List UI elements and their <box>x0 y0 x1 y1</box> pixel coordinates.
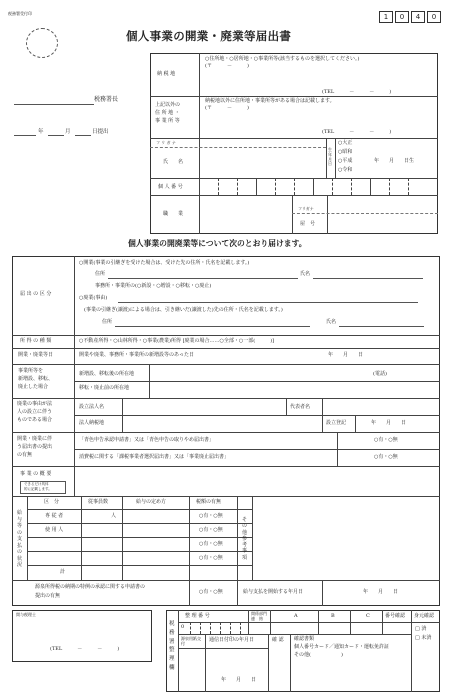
transfer-note: (事業の引継ぎ(譲渡)による場合は、引き継いだ(譲渡した)先の住所・氏名を記載します。) <box>84 307 283 313</box>
old-location-label: 移転・廃止前の所在地 <box>79 385 130 391</box>
submit-day-label: 日提出 <box>92 129 109 135</box>
accountant-box <box>12 610 152 662</box>
salary-start-date[interactable]: 年 月 日 <box>363 589 399 595</box>
form-digit: 0 <box>395 11 409 23</box>
form-digit: 4 <box>411 11 425 23</box>
closing-option[interactable]: ○廃業(事由) <box>79 295 108 301</box>
filing-label: の有無 <box>17 452 33 458</box>
salary-tax-yes-no[interactable]: ○有・○無 <box>199 513 223 519</box>
salary-header-pay-method: 給与の定め方 <box>136 499 167 505</box>
submit-month-label: 月 <box>65 129 71 135</box>
furigana-label: フ リ ガ ナ <box>156 140 176 145</box>
era-taisho[interactable]: ○大正 <box>338 140 353 146</box>
submit-year-label: 年 <box>38 129 44 135</box>
era-showa[interactable]: ○昭和 <box>338 149 353 155</box>
corp-setup-date[interactable]: 年 月 日 <box>371 420 407 426</box>
notice-heading: 個人事業の開廃業等について次のとおり届けます。 <box>128 239 307 248</box>
salary-header-category: 区 分 <box>44 499 60 505</box>
corp-label: 人の設立に伴う <box>17 409 53 415</box>
trade-name-label: 屋 号 <box>300 221 316 227</box>
accountant-label: 関与税理士 <box>16 612 36 617</box>
zero-mark: 0 <box>181 624 185 630</box>
new-location-tel: (電話) <box>373 371 387 377</box>
office-side-label: 税務署整理欄 <box>169 621 175 671</box>
other-address-postal: (〒 － ) <box>205 105 249 111</box>
col-c: C <box>366 613 370 619</box>
succession-name-label: 氏名 <box>300 271 311 277</box>
applicant-table <box>150 53 438 234</box>
salary-header-staff-count: 従事員数 <box>88 499 109 505</box>
tax-office-line[interactable] <box>14 104 94 105</box>
shorui-other[interactable]: その他( ) <box>294 652 343 658</box>
opening-option[interactable]: ○開業(事業の引継ぎを受けた場合は、受けた先の住所・氏名を記載します。) <box>79 260 250 266</box>
blue-return-yes-no[interactable]: ○有・○無 <box>374 437 398 443</box>
tax-office-suffix: 税務署長 <box>94 96 119 103</box>
nozeichi-postal: (〒 － ) <box>205 63 249 69</box>
kakunin-label: 確 認 <box>272 637 284 643</box>
succession-address-label: 住所 <box>95 271 106 277</box>
salary-tax-yes-no[interactable]: ○有・○無 <box>199 527 223 533</box>
tsushin-date[interactable]: 年 月 日 <box>221 677 257 683</box>
mimoto-label: 身元確認 <box>414 613 435 619</box>
bango-label: 番号確認 <box>385 613 406 619</box>
income-type-label: 所 得 の 種 類 <box>20 338 52 344</box>
open-close-date-field[interactable]: 年 月 日 <box>328 352 364 358</box>
submit-month-field[interactable] <box>48 135 64 136</box>
business-summary-label: 事 業 の 概 要 <box>20 471 52 477</box>
page-title: 個人事業の開業・廃業等届出書 <box>126 29 292 43</box>
salary-header-tax: 税額の有無 <box>196 499 222 505</box>
birth-date[interactable]: 年 月 日生 <box>374 158 415 164</box>
open-close-date-text: 開業や廃業、事務所・事業所の新増設等のあった日 <box>79 352 194 358</box>
salary-start-label: 給与支払を開始する年月日 <box>243 589 304 595</box>
blue-return-text: 「青色申告承認申請書」又は「青色申告の取りやめ届出書」 <box>79 437 215 443</box>
salary-person-unit: 人 <box>111 513 117 519</box>
col-b: B <box>331 613 335 619</box>
filing-label: 開業・廃業に伴 <box>17 436 53 442</box>
business-summary-note: できるだけ具体 <box>24 482 49 486</box>
other-reference-label: その他参考事項 <box>242 517 248 561</box>
corp-label: 廃業の事由が法 <box>17 401 53 407</box>
birth-label: 生年月日 <box>328 147 332 167</box>
submit-day-field[interactable] <box>75 135 91 136</box>
corp-label: ものである場合 <box>17 417 53 423</box>
trade-furigana-label: フリガナ <box>298 206 314 211</box>
corp-address-label: 法人納税地 <box>79 420 105 426</box>
special-payment-text: 提出の有無 <box>35 593 61 599</box>
transfer-address-label: 住所 <box>102 319 113 325</box>
col-a: A <box>294 613 298 619</box>
income-type-options[interactable]: ○不動産所得・○山林所得・○事業(農業)所得 [廃業の場合……○全部・○一部( )] <box>79 338 275 344</box>
era-heisei[interactable]: ○平成 <box>338 158 353 164</box>
special-payment-text: 源泉所得税の納期の特例の承認に関する申請書の <box>35 584 146 590</box>
shukei-label: 源泉用紙交 付 <box>181 636 205 646</box>
consumption-tax-text: 消費税に関する「課税事業者選択届出書」又は「事業廃止届出書」 <box>79 454 230 460</box>
receipt-stamp-circle <box>26 28 58 58</box>
my-number-label: 個 人 番 号 <box>158 184 183 190</box>
filing-type-label: 届 出 の 区 分 <box>20 291 52 297</box>
filing-label: う届出書の提出 <box>17 444 53 450</box>
accountant-tel: (TEL － － ) <box>50 646 120 652</box>
occupation-label: 職 業 <box>163 211 184 217</box>
other-address-tel: (TEL － － ) <box>322 129 392 135</box>
office-change-options[interactable]: 事務所・事業所の(○新設・○増設・○移転・○廃止) <box>95 283 212 289</box>
place-label: 事業所等を <box>18 368 44 374</box>
receipt-stamp-label: 税務署受付印 <box>8 11 32 16</box>
salary-row-family: 専 従 者 <box>45 513 64 519</box>
other-address-note: 納税地以外に住所地・事業所等がある場合は記載します。 <box>205 98 335 104</box>
other-address-label: 上記以外の <box>155 102 181 108</box>
business-summary-note: 的に記載します。 <box>24 487 52 491</box>
corp-rep-label: 代表者名 <box>290 404 311 410</box>
special-payment-yes-no[interactable]: ○有・○無 <box>199 589 223 595</box>
transfer-name-label: 氏名 <box>326 319 337 325</box>
submit-year-field[interactable] <box>14 135 36 136</box>
salary-side-label: 給与等の支払の状況 <box>17 510 23 568</box>
consumption-tax-yes-no[interactable]: ○有・○無 <box>374 454 398 460</box>
salary-row-total: 計 <box>60 569 66 575</box>
kanren-label: 関係部門連 絡 <box>251 611 267 621</box>
era-reiwa[interactable]: ○令和 <box>338 167 353 173</box>
tsushin-label: 通信日付印の年月日 <box>209 637 255 643</box>
seiri-label: 整 理 番 号 <box>185 613 210 619</box>
other-address-label: 事 業 所 等 <box>155 118 180 124</box>
nozeichi-options[interactable]: ○住所地・○居所地・○事業所等(該当するものを選択してください。) <box>205 56 360 62</box>
salary-row-employee: 使 用 人 <box>45 527 64 533</box>
form-digit: 1 <box>379 11 393 23</box>
mimoto-not-done[interactable]: □ 未済 <box>415 635 432 641</box>
salary-tax-yes-no[interactable]: ○有・○無 <box>199 555 223 561</box>
other-address-label: 住 所 地 ・ <box>155 110 180 116</box>
corp-name-label: 設立法人名 <box>79 404 105 410</box>
shorui-label: 確認書類 <box>294 636 315 642</box>
form-digit: 0 <box>427 11 441 23</box>
name-label: 氏 名 <box>163 159 184 165</box>
shorui-list[interactable]: 個人番号カード／通知カード・運転免許証 <box>294 644 390 650</box>
place-label: 廃止した場合 <box>18 384 49 390</box>
salary-tax-yes-no[interactable]: ○有・○無 <box>199 541 223 547</box>
open-close-date-label: 開業・廃業等日 <box>18 352 54 358</box>
corp-setup-label: 設立登記 <box>326 420 347 426</box>
nozeichi-label: 納 税 地 <box>157 71 176 77</box>
place-label: 新増設、移転、 <box>18 376 54 382</box>
nozeichi-tel: (TEL － － ) <box>322 89 392 95</box>
mimoto-done[interactable]: □ 済 <box>415 626 427 632</box>
new-location-label: 新増設、移転後の所在地 <box>79 371 135 377</box>
